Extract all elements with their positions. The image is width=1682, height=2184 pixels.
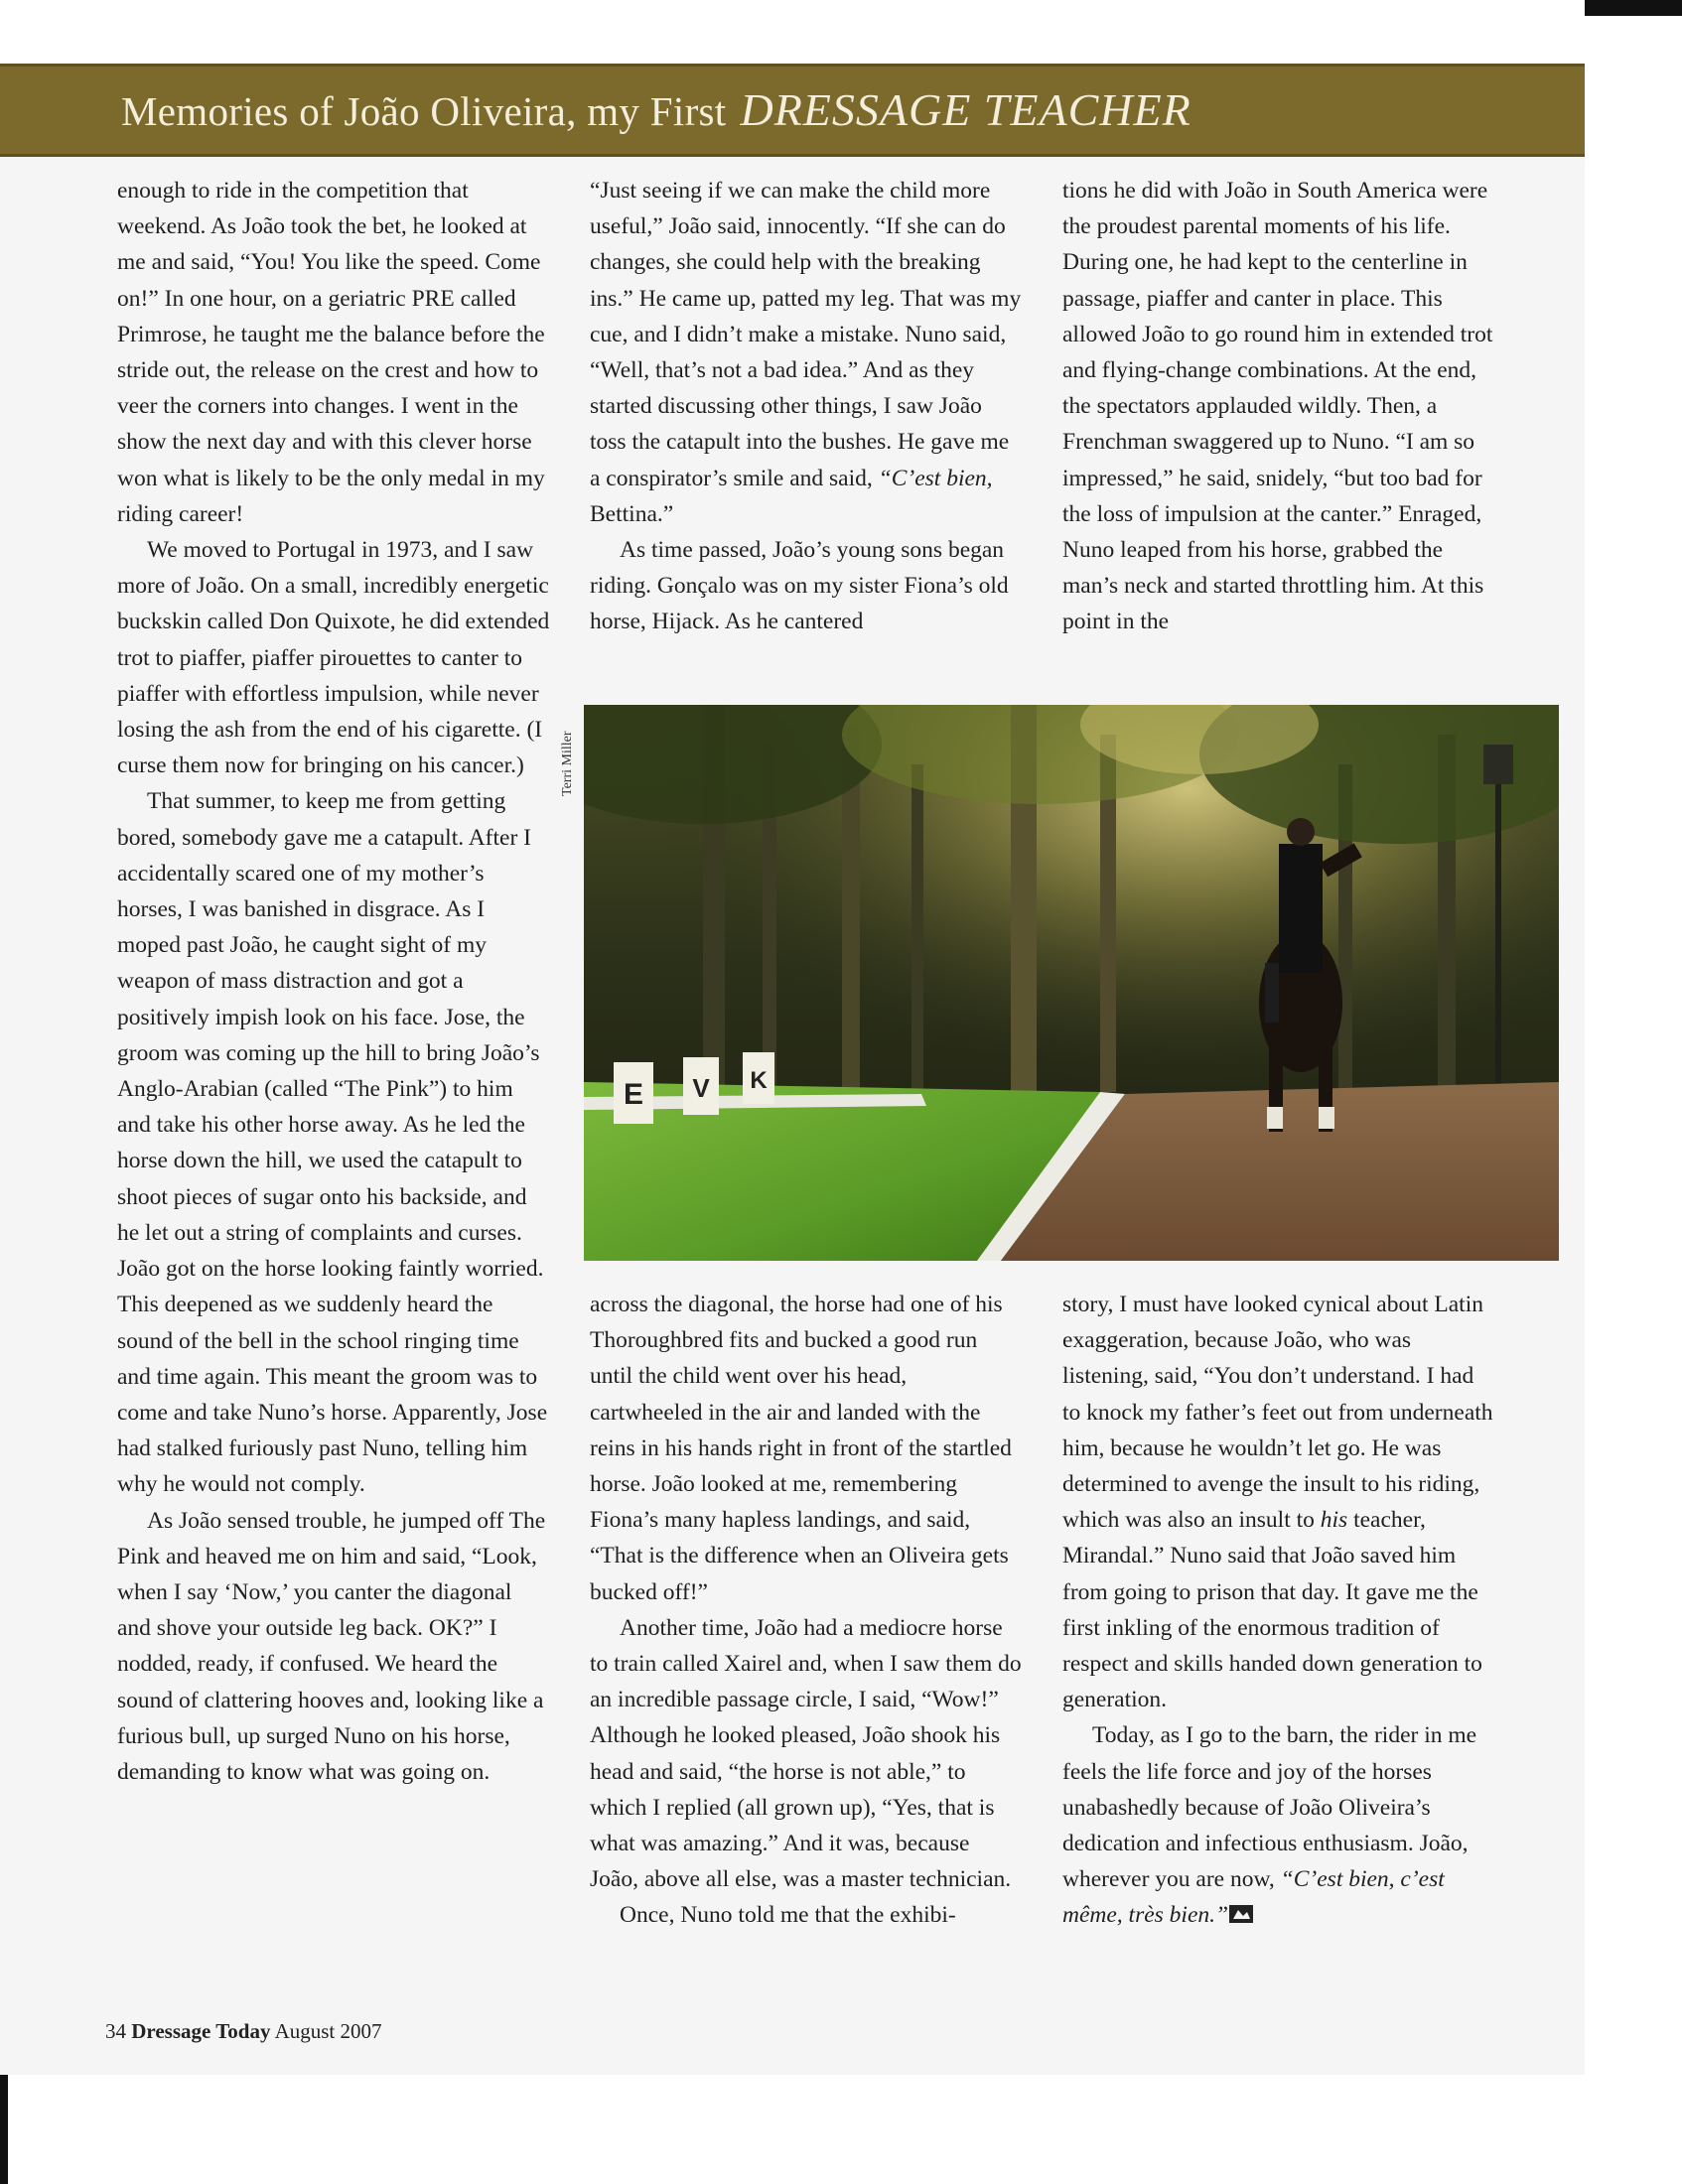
- column-3-top: [1062, 173, 1495, 640]
- text-run: Bettina.”: [590, 500, 674, 527]
- text-run: “Just seeing if we can make the child more useful,” João said, innocently. “If she can do changes, she could help with the breaking ins.” He came up, patted my leg. That was my cue, and I didn’t make a mistake. Nuno said, “Well, that’s not a bad idea.” And as they started discussing other things, I saw João toss the catapult into the bushes. He gave me a conspirator’s smile and said,: [590, 178, 1022, 491]
- text-run: Today, as I go to the barn, the rider in me feels the life force and joy of the horses unabashedly because of João Oliveira’s dedication and infectious enthusiasm. João, wherever you are now,: [1062, 1722, 1477, 1893]
- scan-edge-bottom-left: [0, 2075, 8, 2184]
- horse-rider-photo: [584, 705, 1559, 1261]
- paragraph: [1062, 1287, 1495, 1717]
- italic-word: his: [1320, 1507, 1348, 1534]
- article-title: [121, 80, 1191, 140]
- paragraph: As time passed, João’s young sons began riding. Gonçalo was on my sister Fiona’s old horse, Hijack. As he cantered: [590, 537, 1009, 635]
- dressage-marker-v: [683, 1057, 719, 1115]
- svg-text:E: E: [623, 1078, 644, 1111]
- text-run: story, I must have looked cynical about Latin exaggeration, because João, who was listening, said, “You don’t understand. I had to knock my father’s feet out from underneath him, because he wouldn’t let go. He was determined to avenge the insult to his riding, which was also an insult to: [1062, 1292, 1493, 1534]
- photo-illustration: [584, 705, 1559, 1261]
- dressage-marker-k: [743, 1052, 774, 1104]
- top-margin: [0, 0, 1585, 64]
- magazine-name: Dressage Today: [131, 2019, 271, 2043]
- svg-text:K: K: [750, 1067, 768, 1094]
- page-number: 34: [105, 2019, 126, 2043]
- issue-date: August 2007: [274, 2019, 382, 2043]
- paragraph: tions he did with João in South America were the proudest parental moments of his life. During one, he had kept to the centerline in passage, piaffer and canter in place. This allowed João to go round him in extended trot and flying-change combinations. At the end, the spectators applauded wildly. Then, a Frenchman swaggered up to Nuno. “I am so impressed,” he said, snidely, “but too bad for the loss of impulsion at the canter.” Enraged, Nuno leaped from his horse, grabbed the man’s neck and started throttling him. At this point in the: [1062, 178, 1493, 635]
- italic-quote: “C’est bien, c’est même, très bien.”: [1062, 1866, 1445, 1929]
- column-2-bottom: [590, 1287, 1023, 1934]
- article-header-bar: [0, 64, 1585, 157]
- paragraph: Another time, João had a mediocre horse to train called Xairel and, when I saw them do an incredible passage circle, I said, “Wow!” Although he looked pleased, João shook his head and said, “the horse is not able,” to which I replied (all grown up), “Yes, that is what was amazing.” And it was, because João, above all else, was a master technician.: [590, 1614, 1022, 1893]
- title-styled: DRESSAGE TEACHER: [740, 84, 1191, 135]
- italic-quote: “C’est bien,: [878, 465, 993, 491]
- column-3-bottom: [1062, 1287, 1495, 1934]
- scan-edge-top-right: [1585, 0, 1682, 16]
- column-1: [117, 173, 550, 1790]
- paragraph: Once, Nuno told me that the exhibi-: [620, 1902, 956, 1929]
- column-2-top: [590, 173, 1023, 640]
- svg-text:V: V: [692, 1073, 710, 1103]
- page-footer: [105, 2019, 382, 2044]
- paragraph: across the diagonal, the horse had one of his Thoroughbred fits and bucked a good run until the child went over his head, cartwheeled in the air and landed with the reins in his hands right in front of the startled horse. João looked at me, remembering Fiona’s many hapless landings, and said, “That is the difference when an Oliveira gets bucked off!”: [590, 1292, 1012, 1605]
- end-of-article-icon: [1228, 1904, 1254, 1924]
- paragraph: That summer, to keep me from getting bored, somebody gave me a catapult. After I accidentally scared one of my mother’s horses, I was banished in disgrace. As I moped past João, he caught sight of my weapon of mass distraction and got a positively impish look on his face. Jose, the groom was coming up the hill to bring João’s Anglo-Arabian (called “The Pink”) to him and take his other horse away. As he led the horse down the hill, we used the catapult to shoot pieces of sugar onto his backside, and he let out a string of complaints and curses. João got on the horse looking faintly worried. This deepened as we suddenly heard the sound of the bell in the school ringing time and time again. This meant the groom was to come and take Nuno’s horse. Apparently, Jose had stalked furiously past Nuno, telling him why he would not comply.: [117, 788, 548, 1498]
- title-plain: Memories of João Oliveira, my First: [121, 88, 727, 134]
- dressage-marker-e: [614, 1062, 653, 1124]
- paragraph: As João sensed trouble, he jumped off The Pink and heaved me on him and said, “Look, when I say ‘Now,’ you canter the diagonal and shove your outside leg back. OK?” I nodded, ready, if confused. We heard the sound of clattering hooves and, looking like a furious bull, up surged Nuno on his horse, demanding to know what was going on.: [117, 1507, 546, 1785]
- paragraph: enough to ride in the competition that weekend. As João took the bet, he looked at me and said, “You! You like the speed. Come on!” In one hour, on a geriatric PRE called Primrose, he taught me the balance before the stride out, the release on the crest and how to veer the corners into changes. I went in the show the next day and with this clever horse won what is likely to be the only medal in my riding career!: [117, 178, 545, 527]
- text-run: teacher, Mirandal.” Nuno said that João saved him from going to prison that day. It gave me the first inkling of the enormous tradition of respect and skills handed down generation to generation.: [1062, 1507, 1482, 1713]
- paragraph: [1062, 1717, 1495, 1933]
- paragraph: We moved to Portugal in 1973, and I saw more of João. On a small, incredibly energetic buckskin called Don Quixote, he did extended trot to piaffer, piaffer pirouettes to canter to piaffer with effortless impulsion, while never losing the ash from the end of his cigarette. (I curse them now for bringing on his cancer.): [117, 537, 550, 779]
- photo-credit: Terri Miller: [560, 731, 575, 796]
- paragraph: [590, 173, 1023, 532]
